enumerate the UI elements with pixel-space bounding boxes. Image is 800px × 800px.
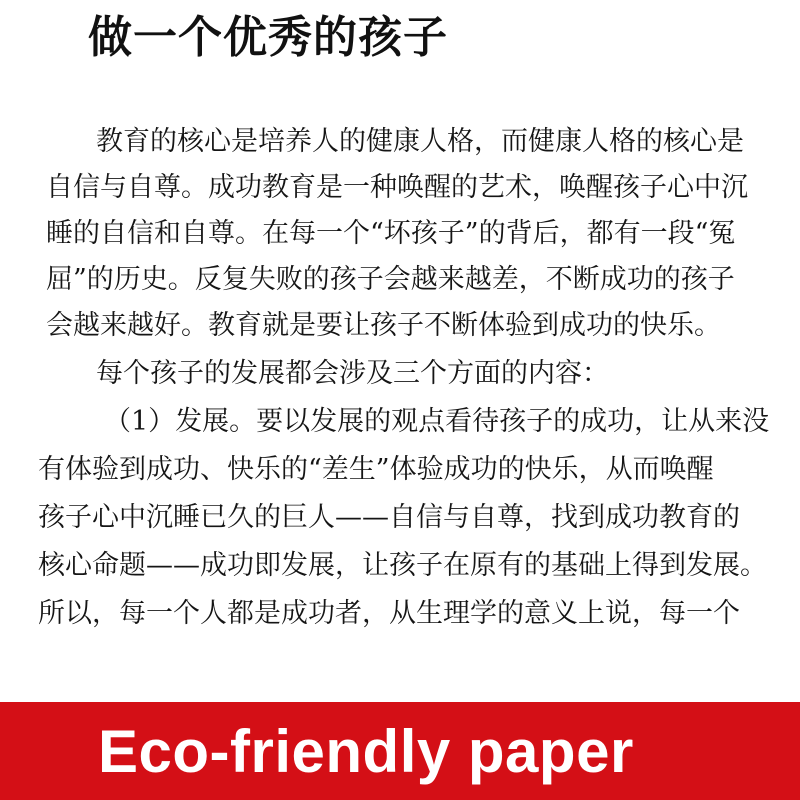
text-line: 孩子心中沉睡已久的巨人——自信与自尊，找到成功教育的: [38, 502, 740, 533]
text-line: 屈”的历史。反复失败的孩子会越来越差，不断成功的孩子: [46, 264, 735, 295]
promo-banner: [0, 702, 800, 800]
text-line: 睡的自信和自尊。在每一个“坏孩子”的背后，都有一段“冤: [46, 218, 736, 249]
text-line: 核心命题——成功即发展，让孩子在原有的基础上得到发展。: [38, 550, 767, 581]
text-line: 每个孩子的发展都会涉及三个方面的内容：: [96, 358, 609, 389]
banner-text: Eco-friendly paper: [98, 718, 634, 785]
text-line: （1）发展。要以发展的观点看待孩子的成功，让从来没: [104, 406, 770, 437]
text-line: 会越来越好。教育就是要让孩子不断体验到成功的快乐。: [46, 310, 721, 341]
page-title: 做一个优秀的孩子: [88, 12, 448, 63]
text-line: 所以，每一个人都是成功者，从生理学的意义上说，每一个: [38, 598, 740, 629]
text-line: 自信与自尊。成功教育是一种唤醒的艺术，唤醒孩子心中沉: [46, 172, 748, 203]
text-line: 有体验到成功、快乐的“差生”体验成功的快乐，从而唤醒: [38, 454, 714, 485]
text-line: 教育的核心是培养人的健康人格，而健康人格的核心是: [96, 126, 744, 157]
